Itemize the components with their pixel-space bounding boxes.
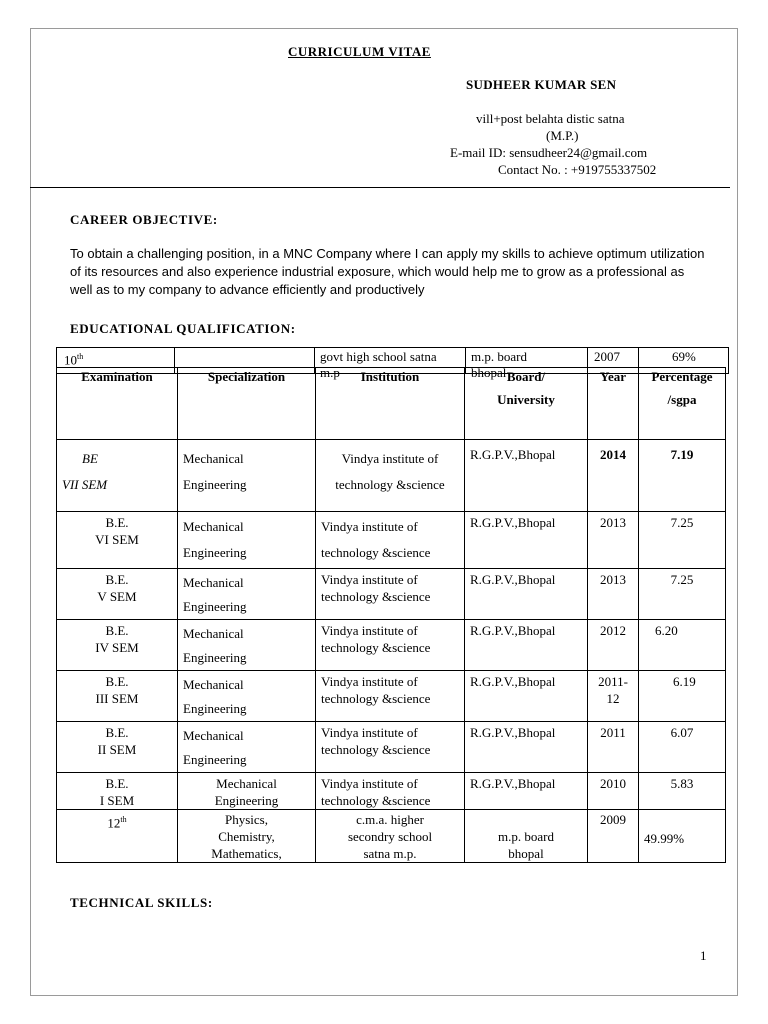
institution-cell: Vindya institute of technology &science <box>316 620 465 671</box>
career-objective-text: To obtain a challenging position, in a MNC Company where I can apply my skills to achieve optimum utilization of its resources and also experience industrial exposure, which would help me to grow as a professional as well as to my company to advance efficiently and productively <box>70 246 705 297</box>
board-cell: R.G.P.V.,Bhopal <box>465 620 588 671</box>
spec-cell: Mechanical Engineering <box>178 671 316 722</box>
document-title: CURRICULUM VITAE <box>288 44 431 59</box>
institution-cell: Vindya institute of technology &science <box>316 671 465 722</box>
address-line-1: vill+post belahta distic satna <box>476 111 625 126</box>
spec-cell: Mechanical Engineering <box>178 620 316 671</box>
exam-cell: 12th <box>57 810 178 863</box>
percentage-cell: 7.19 <box>639 440 726 512</box>
exam-cell: B.E. V SEM <box>57 569 178 620</box>
institution-cell: Vindya institute of technology &science <box>316 722 465 773</box>
overlay-exam: 10th <box>64 352 84 368</box>
exam-cell: B.E. I SEM <box>57 773 178 810</box>
technical-skills-heading: TECHNICAL SKILLS: <box>70 895 213 910</box>
table-row <box>57 810 726 863</box>
spec-cell: Mechanical Engineering <box>178 440 316 512</box>
contact-line: Contact No. : +919755337502 <box>498 162 657 177</box>
institution-cell: Vindya institute of technology &science <box>316 512 465 569</box>
institution-cell: Vindya institute of technology &science <box>316 569 465 620</box>
percentage-cell: 6.07 <box>639 722 726 773</box>
board-cell: R.G.P.V.,Bhopal <box>465 512 588 569</box>
exam-cell: BE VII SEM <box>57 440 178 512</box>
table-row <box>57 671 726 722</box>
candidate-name: SUDHEER KUMAR SEN <box>466 77 617 92</box>
year-cell: 2013 <box>588 512 639 569</box>
col-examination: Examination <box>57 368 178 440</box>
board-cell: R.G.P.V.,Bhopal <box>465 773 588 810</box>
table-row <box>57 512 726 569</box>
col-specialization: Specialization <box>178 368 316 440</box>
percentage-cell: 7.25 <box>639 569 726 620</box>
exam-cell: B.E. II SEM <box>57 722 178 773</box>
career-objective-heading: CAREER OBJECTIVE: <box>70 212 218 227</box>
spec-cell: Mechanical Engineering <box>178 722 316 773</box>
spec-cell: Physics, Chemistry, Mathematics, <box>178 810 316 863</box>
year-cell: 2009 <box>588 810 639 863</box>
year-cell: 2011 <box>588 722 639 773</box>
overlay-year: 2007 <box>594 349 620 364</box>
exam-cell: B.E. III SEM <box>57 671 178 722</box>
institution-cell: Vindya institute of technology &science <box>316 440 465 512</box>
table-row <box>57 620 726 671</box>
table-row <box>57 569 726 620</box>
percentage-cell: 6.20 <box>639 620 726 671</box>
col-year: Year <box>588 368 639 440</box>
table-row <box>57 773 726 810</box>
percentage-cell: 6.19 <box>639 671 726 722</box>
spec-cell: Mechanical Engineering <box>178 569 316 620</box>
institution-cell: Vindya institute of technology &science <box>316 773 465 810</box>
board-cell: R.G.P.V.,Bhopal <box>465 440 588 512</box>
overlay-divider <box>587 347 588 374</box>
exam-cell: B.E. VI SEM <box>57 512 178 569</box>
overlay-board: m.p. board bhopal <box>471 349 527 380</box>
board-cell: R.G.P.V.,Bhopal <box>465 569 588 620</box>
address-line-2: (M.P.) <box>546 128 579 143</box>
overlay-divider <box>314 347 315 374</box>
spec-cell: Mechanical Engineering <box>178 512 316 569</box>
exam-cell: B.E. IV SEM <box>57 620 178 671</box>
education-table <box>56 367 726 863</box>
overlay-divider <box>638 347 639 374</box>
education-heading: EDUCATIONAL QUALIFICATION: <box>70 321 296 336</box>
col-board: Board/ University <box>465 368 588 440</box>
percentage-cell: 5.83 <box>639 773 726 810</box>
year-cell: 2013 <box>588 569 639 620</box>
header-divider <box>30 187 730 188</box>
board-cell: R.G.P.V.,Bhopal <box>465 671 588 722</box>
institution-cell: c.m.a. higher secondry school satna m.p. <box>316 810 465 863</box>
year-cell: 2010 <box>588 773 639 810</box>
board-cell: m.p. board bhopal <box>465 810 588 863</box>
col-percentage: Percentage /sgpa <box>639 368 726 440</box>
page-number: 1 <box>700 948 707 963</box>
percentage-cell: 49.99% <box>639 810 726 863</box>
spec-cell: Mechanical Engineering <box>178 773 316 810</box>
col-institution: Institution <box>316 368 465 440</box>
board-cell: R.G.P.V.,Bhopal <box>465 722 588 773</box>
year-cell: 2012 <box>588 620 639 671</box>
year-cell: 2014 <box>588 440 639 512</box>
year-cell: 2011- 12 <box>588 671 639 722</box>
overlay-percentage: 69% <box>672 349 696 364</box>
overlay-divider <box>465 347 466 374</box>
table-row <box>57 722 726 773</box>
email-line: E-mail ID: sensudheer24@gmail.com <box>450 145 648 160</box>
overlay-divider <box>174 347 175 374</box>
percentage-cell: 7.25 <box>639 512 726 569</box>
table-row <box>57 440 726 512</box>
overlay-institution: govt high school satna m.p <box>320 349 437 380</box>
